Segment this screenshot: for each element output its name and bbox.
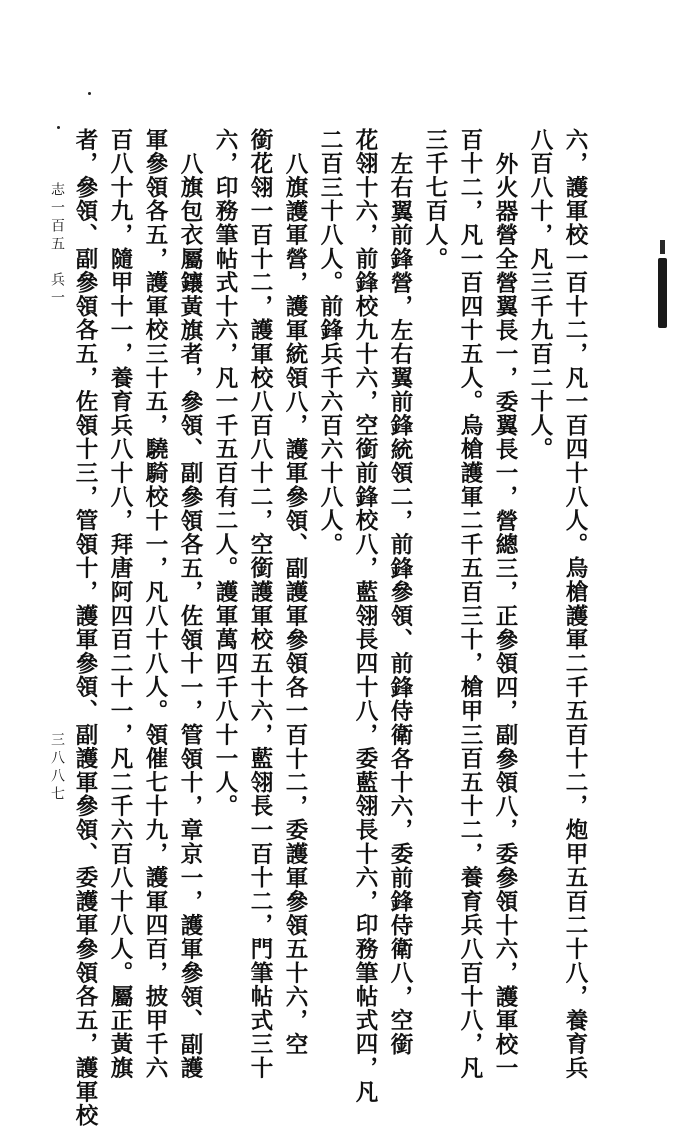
ink-speck [57,126,60,129]
text-column-9: 八旗護軍營，護軍統領八，護軍參領、副護軍參領各一百十二，委護軍參領五十六，空 [282,152,308,1057]
ink-speck [88,92,91,95]
text-column-1: 六，護軍校一百十二，凡一百四十八人。烏槍護軍二千五百十二，炮甲五百二十八，養育兵 [562,128,588,1080]
text-column-8: 二百三十八人。前鋒兵千六百六十八人。 [317,128,343,557]
text-column-15: 者，參領、副參領各五，佐領十三，管領十，護軍參領、副護軍參領、委護軍參領各五，護軍校 [72,128,98,1128]
binding-mark [660,240,665,254]
text-column-10: 銜花翎一百十二，護軍校八百八十二，空銜護軍校五十六，藍翎長一百十二，門筆帖式三十 [247,128,273,1080]
text-column-14: 百八十九，隨甲十一，養育兵八十八，拜唐阿四百二十一，凡二千六百八十八人。屬正黃旗 [107,128,133,1080]
text-column-13: 軍參領各五，護軍校三十五，驍騎校十一，凡八十八人。領催七十九，護軍四百，披甲千六 [142,128,168,1080]
text-column-3: 外火器營全營翼長一，委翼長一，營總三，正參領四，副參領八，委參領十六，護軍校一 [492,152,518,1081]
binding-mark [658,258,667,328]
text-column-5: 三千七百人。 [422,128,448,271]
text-column-6: 左右翼前鋒營，左右翼前鋒統領二，前鋒參領、前鋒侍衛各十六，委前鋒侍衛八，空銜 [387,152,413,1057]
volume-label: 志一百五 兵一 [49,182,65,308]
text-column-12: 八旗包衣屬鑲黃旗者，參領、副參領各五，佐領十一，管領十，章京一，護軍參領、副護 [177,152,203,1081]
text-column-11: 六，印務筆帖式十六，凡一千五百有二人。護軍萬四千八十一人。 [212,128,238,819]
text-column-7: 花翎十六，前鋒校九十六，空銜前鋒校八，藍翎長四十八，委藍翎長十六，印務筆帖式四，凡 [352,128,378,1104]
text-column-4: 百十二，凡一百四十五人。烏槍護軍二千五百三十，槍甲三百五十二，養育兵八百十八，凡 [457,128,483,1080]
page-number: 三八八七 [49,732,65,804]
text-column-2: 八百八十，凡三千九百二十人。 [527,128,553,462]
